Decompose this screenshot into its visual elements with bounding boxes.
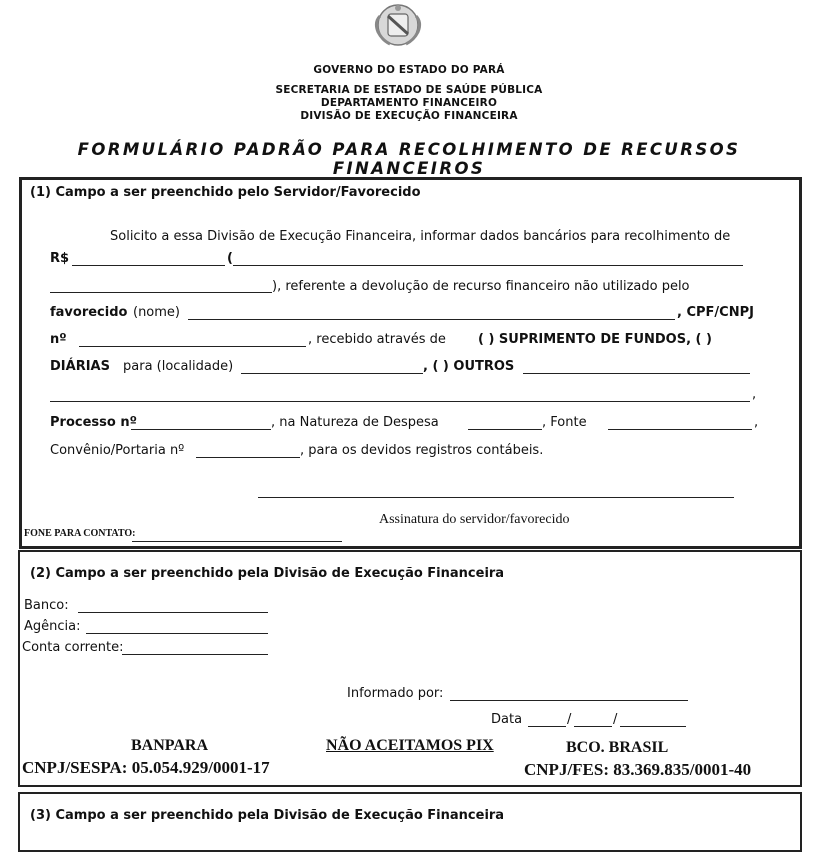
cnpj-sespa: CNPJ/SESPA: 05.054.929/0001-17 — [22, 758, 270, 777]
no-pix-notice: NÃO ACEITAMOS PIX — [326, 737, 494, 754]
division-header: DIVISÃO DE EXECUÇÃO FINANCEIRA — [300, 110, 518, 122]
rs-label: R$ — [50, 251, 70, 266]
banpara-label: BANPARA — [131, 737, 209, 754]
section-1-title: (1) Campo a ser preenchido pelo Servidor/Favorecido — [30, 185, 421, 200]
date-year-field[interactable] — [620, 726, 686, 727]
request-intro-text: Solicito a essa Divisão de Execução Financeira, informar dados bancários para recolhimento de — [110, 229, 731, 244]
fonte-field[interactable] — [608, 429, 752, 430]
favorecido-name-field[interactable] — [188, 319, 675, 320]
convenio-label: Convênio/Portaria nº — [50, 443, 185, 458]
contact-phone-field[interactable] — [132, 541, 342, 542]
agencia-label: Agência: — [24, 619, 81, 634]
nome-label: (nome) — [133, 305, 180, 320]
outros-option[interactable]: , ( ) OUTROS — [423, 359, 515, 374]
banco-label: Banco: — [24, 598, 69, 613]
devolution-reference-text: ), referente a devolução de recurso financeiro não utilizado pelo — [272, 279, 690, 294]
secretariat-header: SECRETARIA DE ESTADO DE SAÚDE PÚBLICA — [275, 84, 543, 96]
received-through-text: , recebido através de — [308, 332, 446, 347]
department-header: DEPARTAMENTO FINANCEIRO — [320, 97, 498, 109]
date-month-field[interactable] — [574, 726, 612, 727]
outros-field[interactable] — [523, 373, 750, 374]
cpf-number-label: nº — [50, 332, 67, 347]
processo-field[interactable] — [131, 429, 271, 430]
signature-field[interactable] — [258, 497, 734, 498]
amount-field[interactable] — [72, 265, 225, 266]
fonte-comma: , — [754, 415, 759, 430]
date-slash-1: / — [567, 712, 572, 727]
localidade-label: para (localidade) — [123, 359, 234, 374]
signature-label: Assinatura do servidor/favorecido — [379, 512, 570, 527]
fonte-label: , Fonte — [542, 415, 587, 430]
natureza-label: , na Natureza de Despesa — [271, 415, 439, 430]
localidade-field[interactable] — [241, 373, 423, 374]
amount-in-words-field[interactable] — [233, 265, 743, 266]
diarias-option[interactable]: DIÁRIAS — [50, 359, 110, 374]
contact-phone-label: FONE PARA CONTATO: — [24, 528, 136, 539]
trailing-comma: , — [752, 387, 757, 402]
cnpj-fes: CNPJ/FES: 83.369.835/0001-40 — [524, 760, 752, 779]
informado-por-label: Informado por: — [347, 686, 444, 701]
section-3-title: (3) Campo a ser preenchido pela Divisão de Execução Financeira — [30, 808, 505, 823]
section-2-title: (2) Campo a ser preenchido pela Divisão de Execução Financeira — [30, 566, 505, 581]
processo-label: Processo nº — [50, 415, 137, 430]
bco-brasil-label: BCO. BRASIL — [566, 739, 669, 756]
natureza-despesa-field[interactable] — [468, 429, 542, 430]
form-title: FORMULÁRIO PADRÃO PARA RECOLHIMENTO DE RECURSOS FINANCEIROS — [77, 140, 741, 178]
suprimento-option[interactable]: ( ) SUPRIMENTO DE FUNDOS, ( ) — [478, 332, 712, 347]
open-parenthesis: ( — [227, 251, 233, 266]
cpf-cnpj-label: , CPF/CNPJ — [677, 305, 754, 320]
data-label: Data — [491, 712, 523, 727]
conta-corrente-label: Conta corrente: — [22, 640, 124, 655]
date-slash-2: / — [613, 712, 618, 727]
favorecido-label: favorecido — [50, 305, 128, 320]
cpf-cnpj-field[interactable] — [79, 346, 306, 347]
agencia-field[interactable] — [86, 633, 268, 634]
convenio-field[interactable] — [196, 457, 300, 458]
banco-field[interactable] — [78, 612, 268, 613]
state-seal-emblem — [370, 2, 426, 48]
conta-corrente-field[interactable] — [122, 654, 268, 655]
amount-in-words-field-continued[interactable] — [50, 292, 272, 293]
informado-por-field[interactable] — [450, 700, 688, 701]
outros-field-continued[interactable] — [50, 401, 750, 402]
registros-text: , para os devidos registros contábeis. — [300, 443, 544, 458]
date-day-field[interactable] — [528, 726, 566, 727]
government-header: GOVERNO DO ESTADO DO PARÁ — [313, 64, 505, 76]
